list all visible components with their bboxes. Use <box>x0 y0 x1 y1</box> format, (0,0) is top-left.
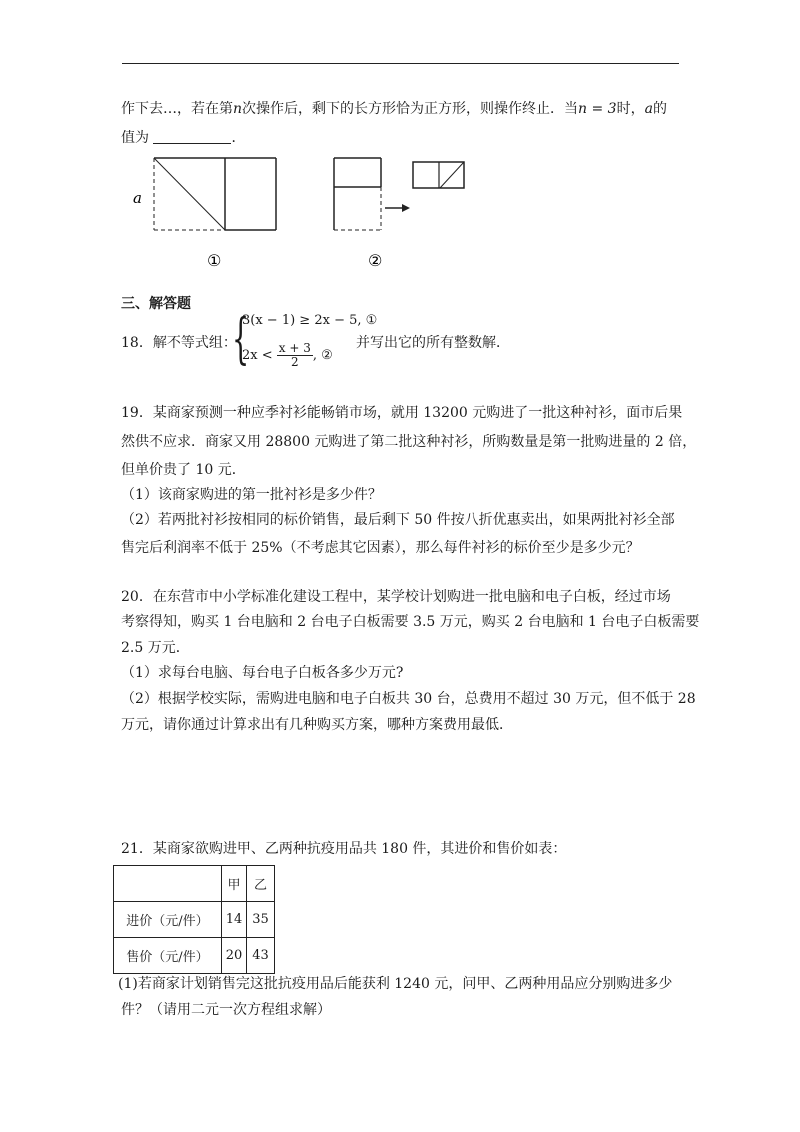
table-cell: 进价（元/件） <box>114 902 222 938</box>
q20-part1: （1）求每台电脑、每台电子白板各多少万元? <box>121 665 404 681</box>
q20-line3: 2.5 万元． <box>121 640 190 656</box>
figure-1-label: ① <box>207 251 222 270</box>
q17-line1: 作下去…，若在第n次操作后，剩下的长方形恰为正方形，则操作终止．当n = 3时，a的 <box>121 101 667 117</box>
price-table <box>113 865 275 974</box>
table-row <box>114 938 275 974</box>
figure-1 <box>154 158 276 230</box>
table-cell: 14 <box>222 902 247 938</box>
table-cell: 乙 <box>247 866 275 902</box>
q20-line2: 考察得知，购买 1 台电脑和 2 台电子白板需要 3.5 万元，购买 2 台电脑和 1 台电子白板需要 <box>121 614 700 630</box>
table-cell <box>114 866 222 902</box>
table-cell: 售价（元/件） <box>114 938 222 974</box>
q21-line1: 21．某商家欲购进甲、乙两种抗疫用品共 180 件，其进价和售价如表： <box>121 841 567 857</box>
figure-2-label: ② <box>368 251 383 270</box>
q21-part1-line1: (1)若商家计划销售完这批抗疫用品后能获利 1240 元，问甲、乙两种用品应分别购进多少 <box>118 976 673 992</box>
q18-suffix: 并写出它的所有整数解． <box>356 335 510 351</box>
q18-prefix: 18．解不等式组： <box>121 335 237 351</box>
q19-line2: 然供不应求．商家又用 28800 元购进了第二批这种衬衫，所购数量是第一批购进量的 2 倍， <box>121 434 697 450</box>
q19-part2-line2: 售完后利润率不低于 25%（不考虑其它因素），那么每件衬衫的标价至少是多少元？ <box>121 540 640 556</box>
q17-figure <box>0 0 800 300</box>
q17-line2: 值为 ． <box>121 130 246 146</box>
section-title: 三、解答题 <box>121 296 191 312</box>
q20-part2-line2: 万元，请你通过计算求出有几种购买方案，哪种方案费用最低． <box>121 717 513 733</box>
q19-line1: 19．某商家预测一种应季衬衫能畅销市场，就用 13200 元购进了一批这种衬衫，面市后果 <box>121 405 683 421</box>
q20-part2-line1: （2）根据学校实际，需购进电脑和电子白板共 30 台，总费用不超过 30 万元，但不低于 28 <box>121 691 696 707</box>
figure-2 <box>334 158 464 230</box>
table-cell: 20 <box>222 938 247 974</box>
table-header-row <box>114 866 275 902</box>
q19-part1: （1）该商家购进的第一批衬衫是多少件？ <box>121 487 382 503</box>
table-cell: 35 <box>247 902 275 938</box>
inequality-system: { 3(x − 1) ≥ 2x − 5, ① 2x < $\frac{x + 3}{2}$ , ② <box>232 307 378 370</box>
q19-line3: 但单价贵了 10 元． <box>121 462 246 478</box>
table-row <box>114 902 275 938</box>
label-a: a <box>133 189 142 207</box>
q20-line1: 20．在东营市中小学标准化建设工程中，某学校计划购进一批电脑和电子白板，经过市场 <box>121 589 671 605</box>
q21-part1-line2: 件？（请用二元一次方程组求解） <box>121 1002 331 1018</box>
table-cell: 甲 <box>222 866 247 902</box>
table-cell: 43 <box>247 938 275 974</box>
q19-part2-line1: （2）若两批衬衫按相同的标价销售，最后剩下 50 件按八折优惠卖出，如果两批衬衫全部 <box>121 512 675 528</box>
